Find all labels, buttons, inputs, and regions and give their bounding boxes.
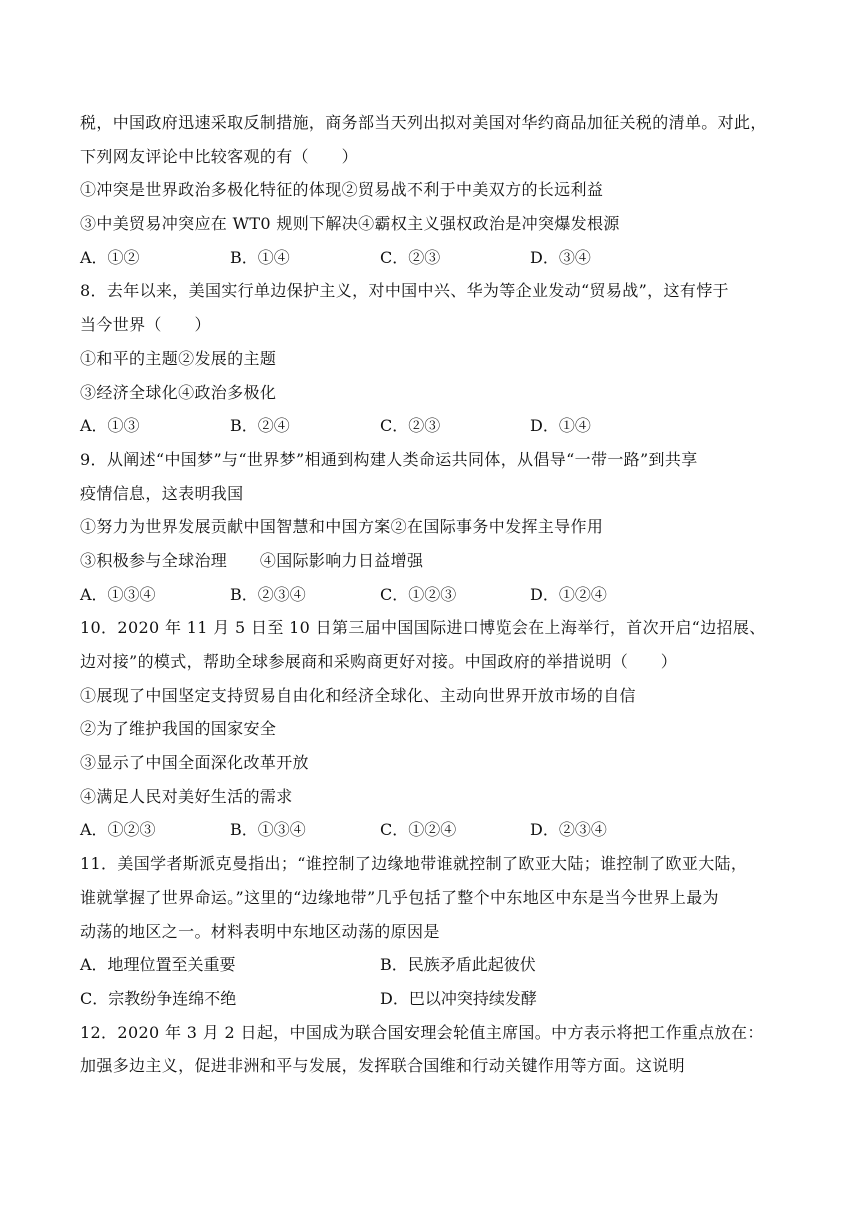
q7-options	[80, 241, 780, 275]
q10-item-1: ①展现了中国坚定支持贸易自由化和经济全球化、主动向世界开放市场的自信	[80, 685, 636, 705]
q7-stem-line-2: 下列网友评论中比较客观的有（ ）	[80, 146, 358, 166]
q11-option-c: C．宗教纷争连绵不绝	[80, 988, 237, 1008]
q11-stem-line-3: 动荡的地区之一。材料表明中东地区动荡的原因是	[80, 921, 440, 941]
q10-stem-line-1: 10．2020 年 11 月 5 日至 10 日第三届中国国际进口博览会在上海举行，首次开启“边招展、	[80, 618, 766, 638]
q10-item-4: ④满足人民对美好生活的需求	[80, 786, 293, 806]
q7-option-c: C．②③	[380, 247, 441, 267]
q11-option-d: D．巴以冲突持续发酵	[380, 988, 537, 1008]
q11-stem-line-2: 谁就掌握了世界命运。”这里的“边缘地带”几乎包括了整个中东地区中东是当今世界上最为	[80, 887, 719, 907]
q10-option-b: B．①③④	[230, 820, 306, 840]
q10-item-2: ②为了维护我国的国家安全	[80, 719, 277, 739]
exam-page	[80, 106, 780, 1083]
q9-option-b: B．②③④	[230, 584, 306, 604]
q9-stem-line-1: 9．从阐述“中国梦”与“世界梦”相通到构建人类命运共同体，从倡导“一带一路”到共享	[80, 449, 698, 469]
q9-options	[80, 578, 780, 612]
q12-stem-line-2: 加强多边主义，促进非洲和平与发展，发挥联合国维和行动关键作用等方面。这说明	[80, 1056, 685, 1076]
q10-stem-line-2: 边对接”的模式，帮助全球参展商和采购商更好对接。中国政府的举措说明（ ）	[80, 652, 678, 671]
q7-option-a: A．①②	[80, 247, 140, 267]
q10-option-c: C．①②④	[380, 820, 457, 840]
q11-stem-line-1: 11．美国学者斯派克曼指出；“谁控制了边缘地带谁就控制了欧亚大陆；谁控制了欧亚大陆，	[80, 854, 748, 874]
q9-item-2: ③积极参与全球治理 ④国际影响力日益增强	[80, 550, 424, 570]
q9-option-d: D．①②④	[530, 584, 607, 604]
q8-item-2: ③经济全球化④政治多极化	[80, 382, 277, 402]
q9-item-1: ①努力为世界发展贡献中国智慧和中国方案②在国际事务中发挥主导作用	[80, 517, 604, 537]
q11-options-row-2	[80, 982, 780, 1016]
q7-option-b: B．①④	[230, 247, 290, 267]
q8-options	[80, 409, 780, 443]
q9-stem-line-2: 疫情信息，这表明我国	[80, 483, 244, 503]
q9-option-c: C．①②③	[380, 584, 457, 604]
q8-item-1: ①和平的主题②发展的主题	[80, 348, 277, 368]
q8-stem-line-1: 8．去年以来，美国实行单边保护主义，对中国中兴、华为等企业发动“贸易战”，这有悖于	[80, 281, 729, 301]
q7-item-1: ①冲突是世界政治多极化特征的体现②贸易战不利于中美双方的长远利益	[80, 180, 604, 200]
q7-option-d: D．③④	[530, 247, 591, 267]
q11-options-row-1	[80, 948, 780, 982]
q11-option-b: B．民族矛盾此起彼伏	[380, 955, 536, 975]
q7-item-2: ③中美贸易冲突应在 WT0 规则下解决④霸权主义强权政治是冲突爆发根源	[80, 214, 620, 234]
q8-option-c: C．②③	[380, 416, 441, 436]
q10-option-a: A．①②③	[80, 820, 156, 840]
q9-option-a: A．①③④	[80, 584, 156, 604]
q12-stem-line-1: 12．2020 年 3 月 2 日起，中国成为联合国安理会轮值主席国。中方表示将把工作重点放在：	[80, 1022, 764, 1042]
q8-option-d: D．①④	[530, 416, 591, 436]
q8-option-a: A．①③	[80, 416, 140, 436]
q10-option-d: D．②③④	[530, 820, 607, 840]
q10-options	[80, 813, 780, 847]
q11-option-a: A．地理位置至关重要	[80, 955, 236, 975]
q8-stem-line-2: 当今世界（ ）	[80, 315, 211, 335]
q7-stem-line-1: 税，中国政府迅速采取反制措施，商务部当天列出拟对美国对华约商品加征关税的清单。对此，	[80, 113, 767, 132]
q10-item-3: ③显示了中国全面深化改革开放	[80, 753, 309, 773]
q8-option-b: B．②④	[230, 416, 290, 436]
